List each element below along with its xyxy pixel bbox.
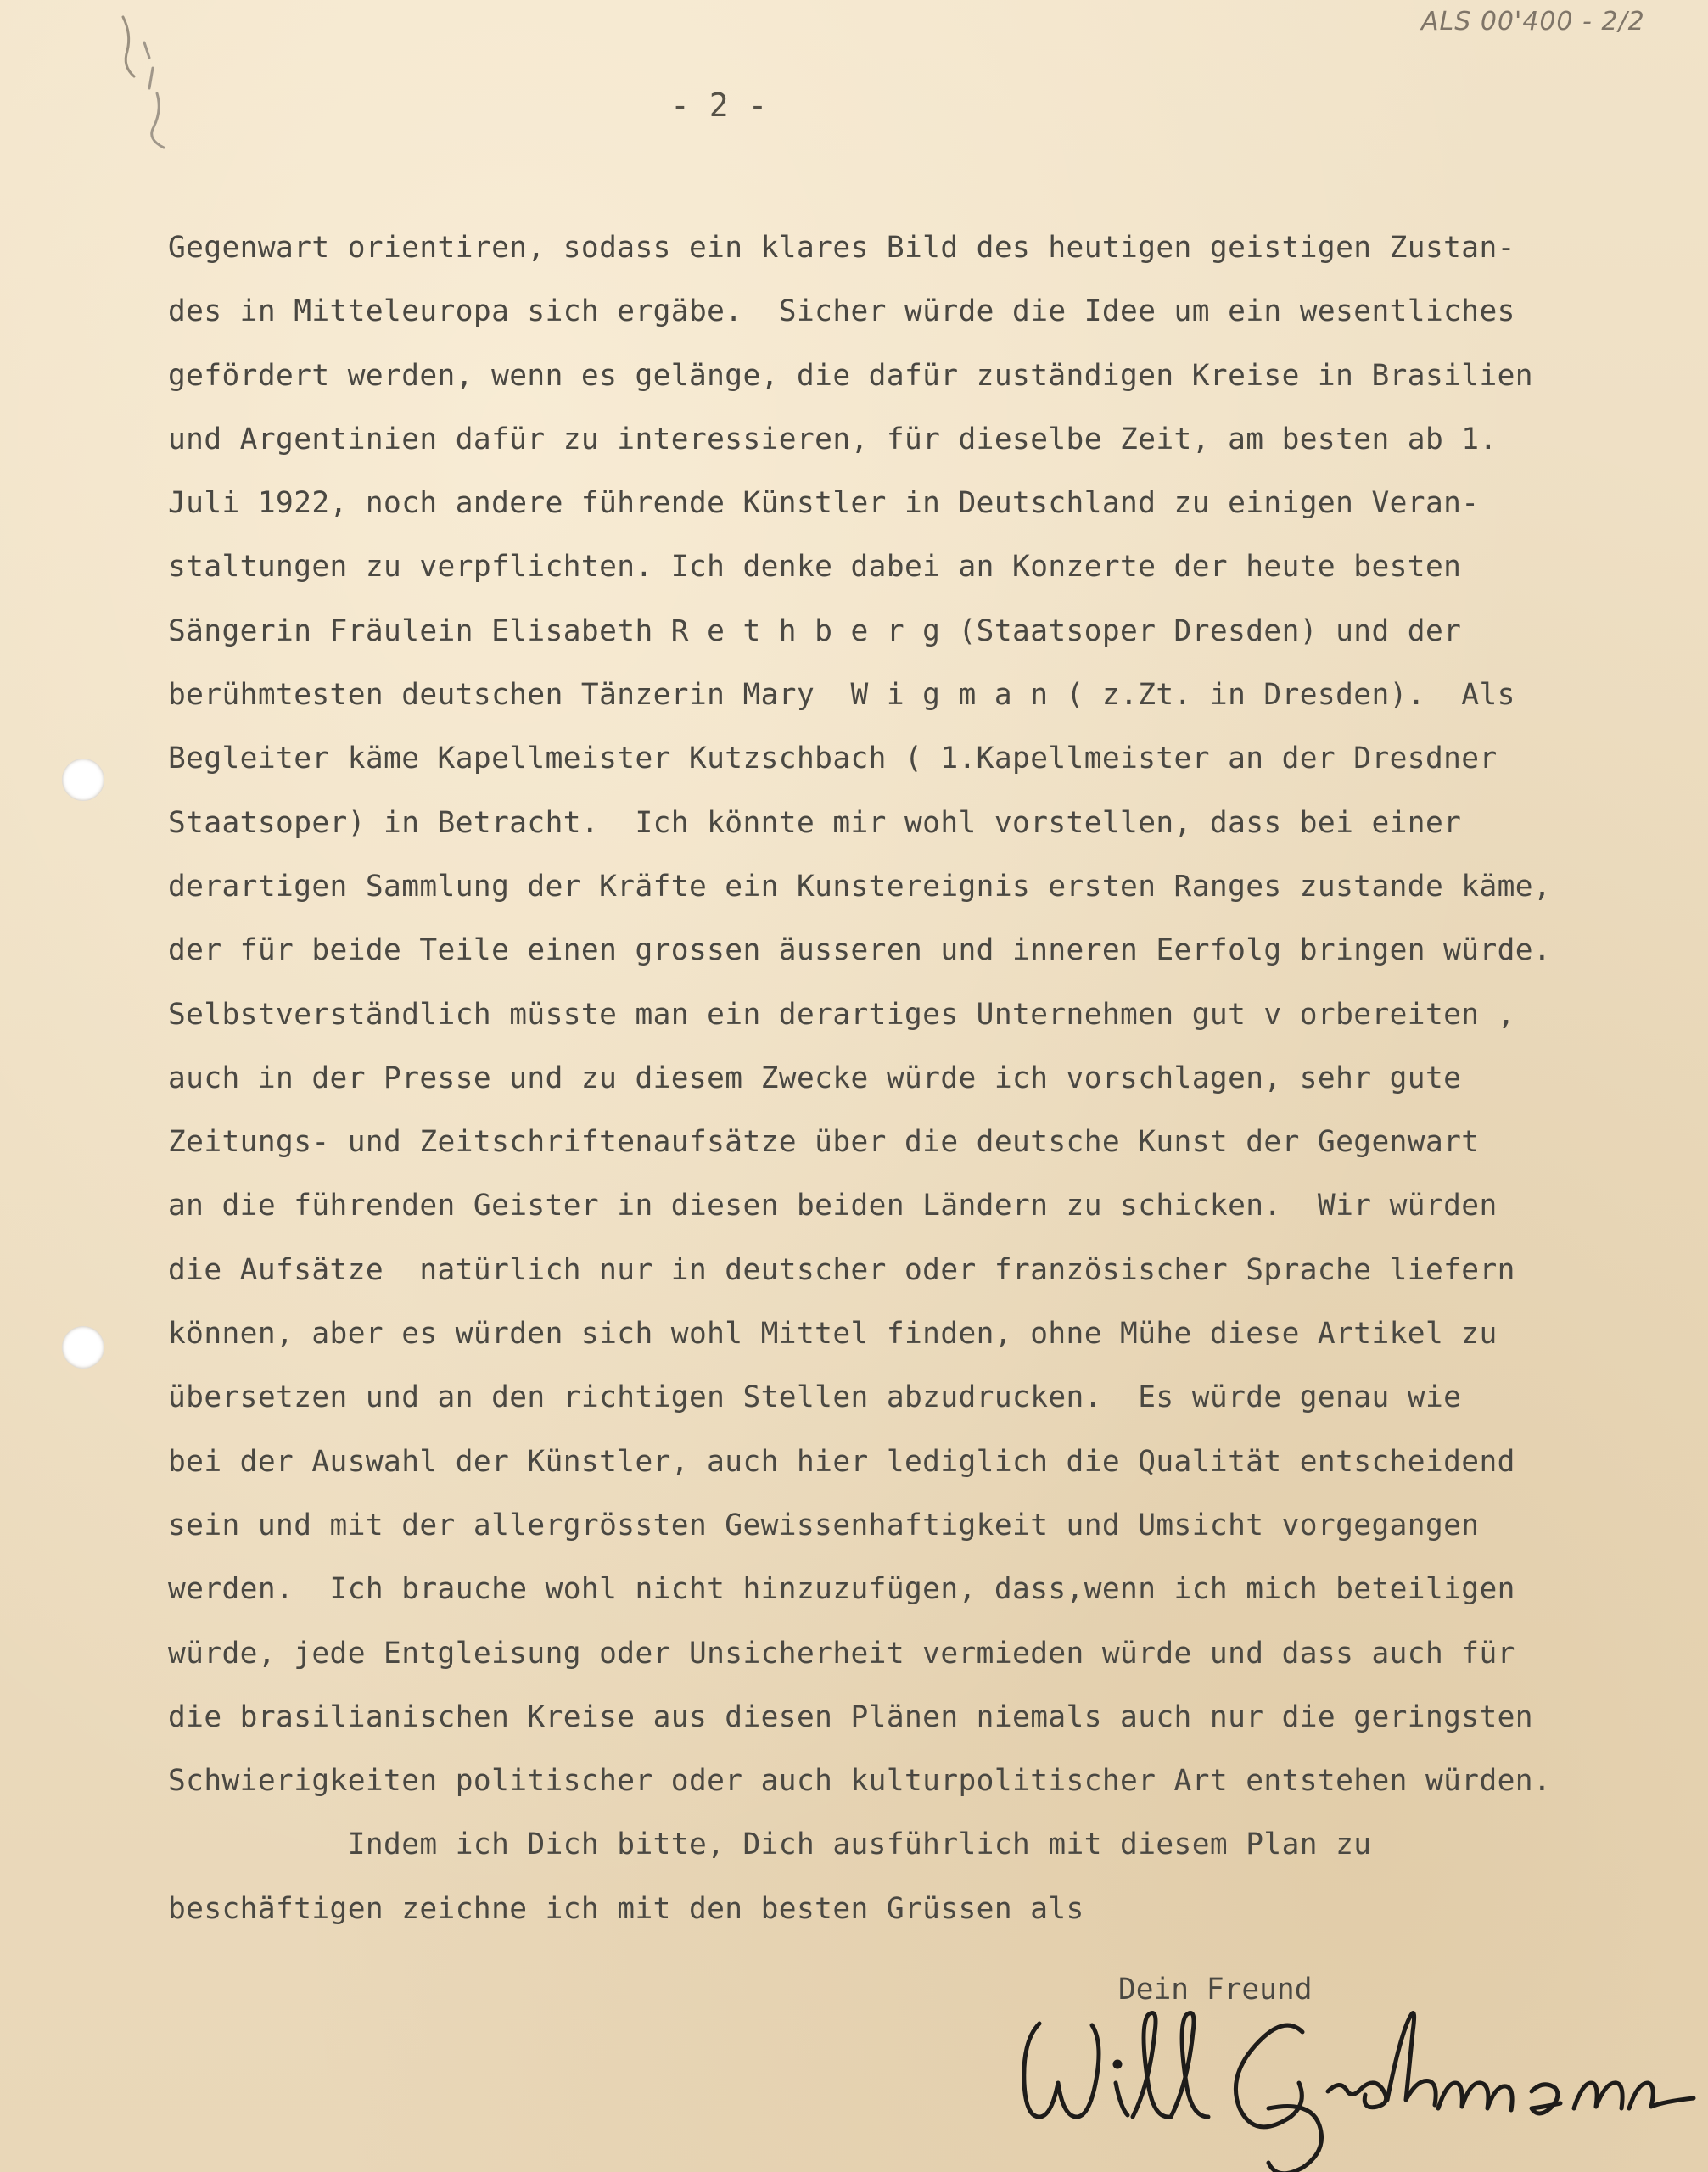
text-line: und Argentinien dafür zu interessieren, für dieselbe Zeit, am besten ab 1.: [168, 422, 1498, 456]
text-line: Begleiter käme Kapellmeister Kutzschbach ( 1.Kapellmeister an der Dresdner: [168, 742, 1498, 776]
page-number: - 2 -: [670, 87, 768, 124]
archive-reference: ALS 00'400 - 2/2: [1421, 7, 1645, 36]
text-line: auch in der Presse und zu diesem Zwecke würde ich vorschlagen, sehr gute: [168, 1061, 1462, 1095]
text-line: die brasilianischen Kreise aus diesen Plänen niemals auch nur die geringsten: [168, 1699, 1533, 1734]
text-line: Gegenwart orientiren, sodass ein klares Bild des heutigen geistigen Zustan-: [168, 231, 1515, 265]
text-line: die Aufsätze natürlich nur in deutscher oder französischer Sprache liefern: [168, 1252, 1515, 1287]
text-line: Selbstverständlich müsste man ein derartiges Unternehmen gut v orbereiten ,: [168, 997, 1515, 1032]
text-line: an die führenden Geister in diesen beiden Ländern zu schicken. Wir würden: [168, 1189, 1498, 1223]
text-line: berühmtesten deutschen Tänzerin Mary W i g m a n ( z.Zt. in Dresden). Als: [168, 678, 1515, 713]
text-line: übersetzen und an den richtigen Stellen abzudrucken. Es würde genau wie: [168, 1380, 1462, 1415]
text-line: Zeitungs- und Zeitschriftenaufsätze über die deutsche Kunst der Gegenwart: [168, 1125, 1480, 1160]
text-line: bei der Auswahl der Künstler, auch hier lediglich die Qualität entscheidend: [168, 1444, 1515, 1479]
text-line: beschäftigen zeichne ich mit den besten Grüssen als: [168, 1891, 1084, 1926]
handwritten-signature: [988, 1998, 1708, 2172]
text-line: werden. Ich brauche wohl nicht hinzuzufügen, dass,wenn ich mich beteiligen: [168, 1572, 1515, 1607]
text-line: sein und mit der allergrössten Gewissenhaftigkeit und Umsicht vorgegangen: [168, 1508, 1480, 1542]
text-line: derartigen Sammlung der Kräfte ein Kunstereignis ersten Ranges zustande käme,: [168, 869, 1552, 904]
text-line: Staatsoper) in Betracht. Ich könnte mir wohl vorstellen, dass bei einer: [168, 805, 1462, 840]
text-line: des in Mitteleuropa sich ergäbe. Sicher würde die Idee um ein wesentliches: [168, 294, 1515, 329]
text-line: staltungen zu verpflichten. Ich denke dabei an Konzerte der heute besten: [168, 550, 1462, 585]
letter-body: [168, 216, 1687, 1941]
closing-salutation: Dein Freund: [1118, 1973, 1313, 2007]
text-line: können, aber es würden sich wohl Mittel finden, ohne Mühe diese Artikel zu: [168, 1317, 1498, 1352]
text-line: Schwierigkeiten politischer oder auch kulturpolitischer Art entstehen würden.: [168, 1764, 1552, 1799]
text-line: gefördert werden, wenn es gelänge, die dafür zuständigen Kreise in Brasilien: [168, 358, 1533, 393]
text-line: würde, jede Entgleisung oder Unsicherheit vermieden würde und dass auch für: [168, 1636, 1515, 1671]
text-line: Juli 1922, noch andere führende Künstler in Deutschland zu einigen Veran-: [168, 486, 1480, 521]
punch-hole-upper: [62, 759, 104, 801]
pencil-marks: [106, 8, 208, 161]
text-line: Sängerin Fräulein Elisabeth R e t h b e r g (Staatsoper Dresden) und der: [168, 613, 1462, 648]
text-line: Indem ich Dich bitte, Dich ausführlich mit diesem Plan zu: [168, 1828, 1372, 1862]
text-line: der für beide Teile einen grossen äusseren und inneren Eerfolg bringen würde.: [168, 933, 1552, 968]
punch-hole-lower: [62, 1326, 104, 1369]
